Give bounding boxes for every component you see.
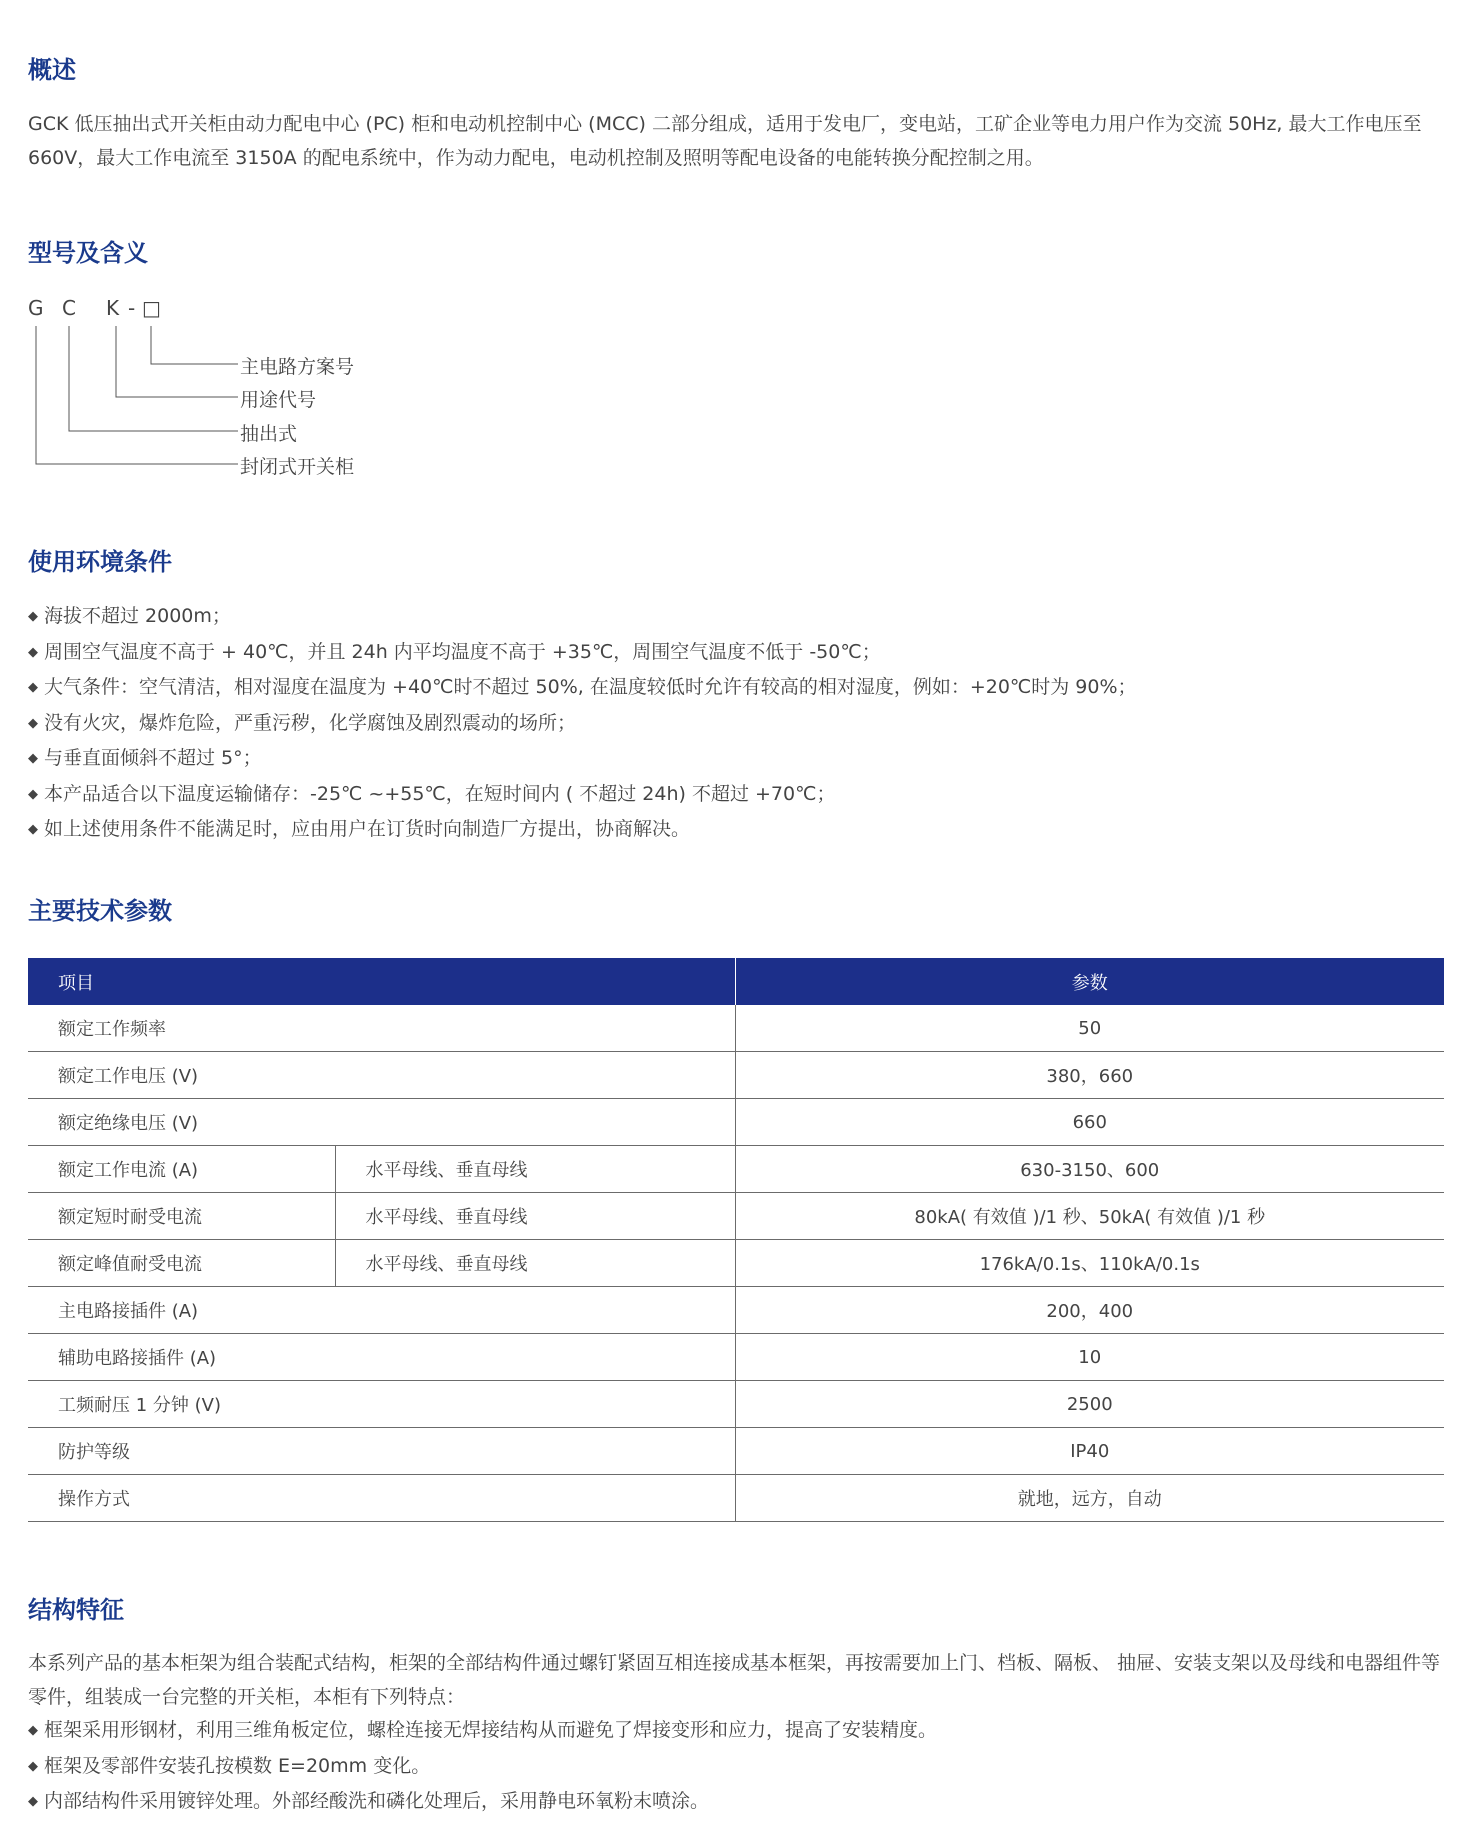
list-item: ◆ 如上述使用条件不能满足时，应由用户在订货时向制造厂方提出，协商解决。	[28, 818, 691, 840]
overview-title: 概述	[28, 56, 76, 84]
params-title: 主要技术参数	[28, 897, 172, 925]
row-value: 380，660	[735, 1052, 1444, 1099]
line-main-circuit	[151, 326, 238, 364]
row-value: 176kA/0.1s、110kA/0.1s	[735, 1240, 1444, 1287]
environment-title: 使用环境条件	[28, 548, 172, 576]
overview-text: GCK 低压抽出式开关柜由动力配电中心 (PC) 柜和电动机控制中心 (MCC) 二部分组成，适用于发电厂，变电站，工矿企业等电力用户作为交流 50Hz, 最大工作电压至 660V，最大工作电流至 3150A 的配电系统中，作为动力配电，电动机控制及照明等配电设备的电能转换分配控制之用。	[28, 113, 1422, 169]
row-item: 额定工作电流 (A)	[28, 1146, 335, 1193]
model-title: 型号及含义	[28, 239, 148, 267]
list-item: ◆ 框架采用形钢材，利用三维角板定位，螺栓连接无焊接结构从而避免了焊接变形和应力，提高了安装精度。	[28, 1719, 938, 1741]
table-header-row	[28, 958, 1444, 1005]
label-drawout: 抽出式	[240, 423, 298, 445]
diamond-bullet-icon: ◆	[28, 715, 38, 731]
table-row	[28, 1334, 1444, 1381]
row-item: 额定工作频率	[28, 1005, 735, 1052]
table-row	[28, 1381, 1444, 1428]
list-item: ◆ 大气条件：空气清洁，相对湿度在温度为 +40℃时不超过 50%, 在温度较低时允许有较高的相对湿度，例如：+20℃时为 90%；	[28, 676, 1137, 698]
table-row	[28, 1287, 1444, 1334]
table-row	[28, 1052, 1444, 1099]
list-item: ◆ 周围空气温度不高于 + 40℃，并且 24h 内平均温度不高于 +35℃，周围空气温度不低于 -50℃；	[28, 640, 881, 663]
row-item: 额定峰值耐受电流	[28, 1240, 335, 1287]
code-k: K	[106, 296, 120, 320]
diamond-bullet-icon: ◆	[28, 609, 38, 624]
row-value: 2500	[735, 1381, 1444, 1428]
label-usage-code: 用途代号	[240, 389, 317, 411]
list-item: ◆ 与垂直面倾斜不超过 5°；	[28, 747, 262, 769]
row-item: 辅助电路接插件 (A)	[28, 1334, 735, 1381]
row-value: 80kA( 有效值 )/1 秒、50kA( 有效值 )/1 秒	[735, 1193, 1444, 1240]
model-diagram-lines	[28, 296, 428, 486]
diamond-bullet-icon: ◆	[28, 822, 38, 837]
line-usage-code	[116, 326, 238, 397]
row-item: 工频耐压 1 分钟 (V)	[28, 1381, 735, 1428]
diamond-bullet-icon: ◆	[28, 644, 38, 660]
row-value: 630-3150、600	[735, 1146, 1444, 1193]
structure-title: 结构特征	[28, 1596, 124, 1624]
code-dash: -	[128, 296, 136, 320]
diamond-bullet-icon: ◆	[28, 1723, 38, 1738]
table-row	[28, 1146, 1444, 1193]
list-item: ◆ 内部结构件采用镀锌处理。外部经酸洗和磷化处理后，采用静电环氧粉末喷涂。	[28, 1790, 710, 1812]
code-c: C	[62, 296, 76, 320]
label-main-circuit: 主电路方案号	[240, 356, 355, 378]
list-item: ◆ 没有火灾，爆炸危险，严重污秽，化学腐蚀及剧烈震动的场所；	[28, 711, 577, 734]
model-diagram	[28, 296, 428, 486]
list-item: ◆ 框架及零部件安装孔按模数 E=20mm 变化。	[28, 1754, 431, 1777]
table-row	[28, 1099, 1444, 1146]
table-row	[28, 1428, 1444, 1475]
row-item: 主电路接插件 (A)	[28, 1287, 735, 1334]
code-box: □	[142, 296, 161, 320]
row-item: 防护等级	[28, 1428, 735, 1475]
row-value: 50	[735, 1005, 1444, 1052]
header-value: 参数	[735, 958, 1444, 1005]
row-sub: 水平母线、垂直母线	[335, 1240, 735, 1287]
environment-list	[28, 600, 1448, 849]
table-row	[28, 1240, 1444, 1287]
structure-text: 本系列产品的基本柜架为组合装配式结构，柜架的全部结构件通过螺钉紧固互相连接成基本框架，再按需要加上门、档板、隔板、 抽屉、安装支架以及母线和电器组件等零件，组装成一台完整的开关柜，本柜有下列特点：	[28, 1652, 1441, 1708]
line-enclosed	[36, 326, 238, 464]
row-value: IP40	[735, 1428, 1444, 1475]
table-row	[28, 1475, 1444, 1522]
line-drawout	[69, 326, 238, 431]
diamond-bullet-icon: ◆	[28, 751, 38, 766]
row-item: 操作方式	[28, 1475, 735, 1522]
diamond-bullet-icon: ◆	[28, 680, 38, 695]
code-g: G	[28, 296, 44, 320]
diamond-bullet-icon: ◆	[28, 1758, 38, 1774]
structure-list	[28, 1714, 1448, 1821]
row-value: 660	[735, 1099, 1444, 1146]
diamond-bullet-icon: ◆	[28, 786, 38, 802]
header-item: 项目	[28, 958, 735, 1005]
diamond-bullet-icon: ◆	[28, 1794, 38, 1809]
list-item: ◆ 本产品适合以下温度运输储存：-25℃ ~+55℃，在短时间内 ( 不超过 24h) 不超过 +70℃；	[28, 782, 836, 805]
row-value: 200，400	[735, 1287, 1444, 1334]
row-item: 额定绝缘电压 (V)	[28, 1099, 735, 1146]
table-row	[28, 1005, 1444, 1052]
row-value: 10	[735, 1334, 1444, 1381]
row-sub: 水平母线、垂直母线	[335, 1146, 735, 1193]
row-item: 额定短时耐受电流	[28, 1193, 335, 1240]
params-table	[28, 958, 1444, 1522]
table-row	[28, 1193, 1444, 1240]
row-value: 就地，远方，自动	[735, 1475, 1444, 1522]
row-sub: 水平母线、垂直母线	[335, 1193, 735, 1240]
row-item: 额定工作电压 (V)	[28, 1052, 735, 1099]
label-enclosed: 封闭式开关柜	[240, 456, 355, 478]
list-item: ◆ 海拔不超过 2000m；	[28, 605, 231, 627]
